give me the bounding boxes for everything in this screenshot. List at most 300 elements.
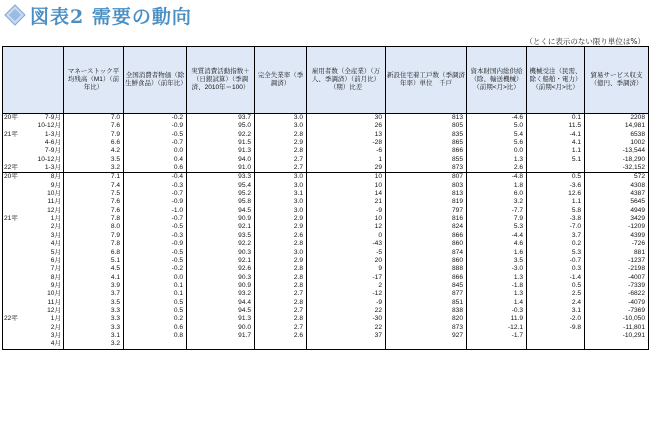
table-cell: 8.0 <box>64 223 124 231</box>
table-cell <box>527 340 585 349</box>
table-cell: 2.7 <box>255 164 307 173</box>
table-cell: 93.2 <box>187 290 255 298</box>
table-cell: -9 <box>307 299 386 307</box>
table-cell: 3.5 <box>64 299 124 307</box>
table-cell: -7369 <box>585 307 649 315</box>
row-year: 20年 <box>3 114 25 123</box>
row-period: 8月 <box>50 273 61 281</box>
table-cell: 4.1 <box>527 139 585 147</box>
row-year: 22年 <box>3 164 25 173</box>
table-cell: -0.7 <box>124 215 187 223</box>
header-cell-capital-goods: 資本財国内総供給（除、輸送機械）（前期<月>比） <box>467 47 527 114</box>
table-cell: -5 <box>307 249 386 257</box>
table-cell: -32,152 <box>585 164 649 173</box>
table-cell: 5.3 <box>527 249 585 257</box>
table-cell: 0.1 <box>527 114 585 123</box>
table-cell: -0.5 <box>124 257 187 265</box>
table-cell: 0.0 <box>467 147 527 155</box>
table-cell: -4.4 <box>467 232 527 240</box>
row-year <box>3 122 25 130</box>
row-period: 1月 <box>50 315 61 323</box>
table-cell: -1.8 <box>467 282 527 290</box>
table-cell: 2.8 <box>255 131 307 139</box>
table-cell: 851 <box>386 299 467 307</box>
table-cell: -0.3 <box>124 182 187 190</box>
table-cell: 819 <box>386 198 467 206</box>
table-row <box>3 315 649 323</box>
row-year: 22年 <box>3 315 25 323</box>
row-period: 5月 <box>50 248 61 256</box>
row-year: 21年 <box>3 215 25 223</box>
table-cell: 93.7 <box>187 114 255 123</box>
table-cell: -7.7 <box>467 207 527 215</box>
table-cell: 2.6 <box>255 332 307 340</box>
table-cell: 3.3 <box>64 307 124 315</box>
table-cell: 3.3 <box>64 324 124 332</box>
row-year: 20年 <box>3 173 25 182</box>
table-row <box>3 307 649 315</box>
row-period: 10月 <box>47 190 61 198</box>
table-cell: 2.9 <box>255 257 307 265</box>
table-cell: 866 <box>386 274 467 282</box>
row-year <box>3 198 25 206</box>
table-cell: 0.0 <box>124 147 187 155</box>
table-cell: 865 <box>386 139 467 147</box>
table-cell: -9.8 <box>527 324 585 332</box>
table-cell: -3.8 <box>527 215 585 223</box>
table-cell: 5645 <box>585 198 649 206</box>
table-cell: 12 <box>307 223 386 231</box>
table-cell: 3.7 <box>527 232 585 240</box>
row-period: 1-3月 <box>44 164 61 172</box>
table-row <box>3 290 649 298</box>
table-cell: 0.6 <box>124 324 187 332</box>
table-cell: 3.0 <box>255 249 307 257</box>
table-cell: 4.1 <box>64 274 124 282</box>
table-cell: -0.2 <box>124 265 187 273</box>
table-cell: 7.6 <box>64 122 124 130</box>
row-year <box>3 182 25 190</box>
header-cell-money-stock: マネーストック平均残高（M1）（前年比） <box>64 47 124 114</box>
table-cell: 90.0 <box>187 324 255 332</box>
table-cell: 845 <box>386 282 467 290</box>
table-cell: 6.8 <box>64 249 124 257</box>
table-cell: 5.3 <box>467 223 527 231</box>
table-cell: 92.2 <box>187 240 255 248</box>
table-cell: 3.2 <box>64 164 124 173</box>
table-cell: 91.5 <box>187 139 255 147</box>
table-cell: -1237 <box>585 257 649 265</box>
table-cell: 874 <box>386 249 467 257</box>
row-period: 12月 <box>47 206 61 214</box>
table-cell: 26 <box>307 122 386 130</box>
table-cell: 4387 <box>585 190 649 198</box>
table-cell: 838 <box>386 307 467 315</box>
table-cell: 21 <box>307 198 386 206</box>
table-cell: 0.0 <box>124 274 187 282</box>
table-cell: -726 <box>585 240 649 248</box>
table-cell: 2.9 <box>255 215 307 223</box>
table-row <box>3 332 649 340</box>
table-cell: 4.2 <box>64 147 124 155</box>
table-cell: -18,290 <box>585 156 649 164</box>
table-cell: -0.4 <box>124 173 187 182</box>
table-cell: 3.0 <box>255 173 307 182</box>
row-year: 21年 <box>3 131 25 139</box>
table-cell: 90.9 <box>187 282 255 290</box>
table-row <box>3 198 649 206</box>
table-cell: 873 <box>386 324 467 332</box>
row-period: 7-9月 <box>44 147 61 155</box>
table-row <box>3 131 649 139</box>
table-cell: 0.1 <box>124 282 187 290</box>
table-cell: 4308 <box>585 182 649 190</box>
table-cell: -12 <box>307 290 386 298</box>
table-cell: 2.9 <box>255 139 307 147</box>
page-title-block <box>4 2 192 28</box>
row-year <box>3 190 25 198</box>
table-cell: -11,801 <box>585 324 649 332</box>
table-row <box>3 164 649 173</box>
row-period: 7-9月 <box>44 114 61 121</box>
table-cell: 12.6 <box>527 190 585 198</box>
table-cell: 10 <box>307 182 386 190</box>
row-period: 10-12月 <box>37 155 61 163</box>
table-cell: 2.6 <box>255 232 307 240</box>
row-period: 3月 <box>50 331 61 339</box>
table-cell: 1.1 <box>527 147 585 155</box>
table-cell: -10,050 <box>585 315 649 323</box>
table-cell: 0.8 <box>124 332 187 340</box>
table-cell: -12.1 <box>467 324 527 332</box>
table-cell: 7.8 <box>64 215 124 223</box>
table-cell: 94.0 <box>187 156 255 164</box>
table-cell: 9 <box>307 265 386 273</box>
table-cell: 3.1 <box>64 332 124 340</box>
table-cell: 820 <box>386 315 467 323</box>
header-cell-employment: 雇用者数（全産業）（万人、季調済）（前月比）（期）比差 <box>307 47 386 114</box>
table-cell: 92.1 <box>187 223 255 231</box>
table-row <box>3 232 649 240</box>
table-row <box>3 215 649 223</box>
row-year <box>3 232 25 240</box>
table-cell <box>386 340 467 349</box>
table-cell: 866 <box>386 232 467 240</box>
header-cell-housing: 新設住宅着工戸数（季調済年率）単位 千戸 <box>386 47 467 114</box>
table-cell: 90.3 <box>187 274 255 282</box>
table-cell: 22 <box>307 324 386 332</box>
table-cell: 0.1 <box>124 290 187 298</box>
table-cell: 91.7 <box>187 332 255 340</box>
table-cell: 805 <box>386 122 467 130</box>
table-cell: 877 <box>386 290 467 298</box>
table-cell: 7.6 <box>64 198 124 206</box>
table-cell: -1.7 <box>467 332 527 340</box>
table-cell: 3.2 <box>64 340 124 349</box>
table-cell: 3.1 <box>527 307 585 315</box>
table-row <box>3 249 649 257</box>
row-year <box>3 299 25 307</box>
table-cell: -9 <box>307 207 386 215</box>
row-period: 9月 <box>50 281 61 289</box>
table-cell: -6822 <box>585 290 649 298</box>
table-cell: 4.6 <box>467 240 527 248</box>
table-cell: 13 <box>307 131 386 139</box>
table-cell: -17 <box>307 274 386 282</box>
table-cell: 6.6 <box>64 139 124 147</box>
row-year <box>3 274 25 282</box>
row-period: 1月 <box>50 215 61 223</box>
table-cell: -0.5 <box>124 223 187 231</box>
table-cell <box>124 340 187 349</box>
table-cell: 94.5 <box>187 307 255 315</box>
table-cell: -0.9 <box>124 122 187 130</box>
table-cell <box>307 340 386 349</box>
table-cell: 873 <box>386 164 467 173</box>
table-cell: 91.3 <box>187 147 255 155</box>
table-cell: 835 <box>386 131 467 139</box>
table-row <box>3 324 649 332</box>
row-year <box>3 290 25 298</box>
table-cell: 1.4 <box>467 299 527 307</box>
table-cell: 0.5 <box>124 307 187 315</box>
table-cell: 2.7 <box>255 307 307 315</box>
row-period: 2月 <box>50 223 61 231</box>
table-cell: 0.5 <box>124 299 187 307</box>
table-cell: -0.2 <box>124 114 187 123</box>
row-year <box>3 324 25 332</box>
table-cell: 803 <box>386 182 467 190</box>
row-year <box>3 257 25 265</box>
table-cell: 94.4 <box>187 299 255 307</box>
table-cell: -0.3 <box>124 232 187 240</box>
table-cell: 11.5 <box>527 122 585 130</box>
table-cell: 0.4 <box>124 156 187 164</box>
table-cell: -0.3 <box>467 307 527 315</box>
table-cell: -1.4 <box>527 274 585 282</box>
table-row <box>3 282 649 290</box>
header-cell-machinery-orders: 機械受注（民需、除く船舶・電力）（前期<月>比） <box>527 47 585 114</box>
table-row <box>3 190 649 198</box>
table-cell <box>255 340 307 349</box>
table-cell: -4.8 <box>467 173 527 182</box>
row-year <box>3 240 25 248</box>
table-cell: 4399 <box>585 232 649 240</box>
page-title: 図表2 需要の動向 <box>30 5 192 28</box>
table-cell: -6 <box>307 147 386 155</box>
table-cell: 3.0 <box>255 207 307 215</box>
table-row <box>3 156 649 164</box>
table-cell: 10 <box>307 173 386 182</box>
table-row <box>3 274 649 282</box>
table-cell: 824 <box>386 223 467 231</box>
table-row <box>3 139 649 147</box>
table-cell: 0.2 <box>527 240 585 248</box>
table-cell <box>527 164 585 173</box>
row-period: 4月 <box>50 240 61 248</box>
table-cell <box>187 340 255 349</box>
row-year <box>3 139 25 147</box>
table-cell: 1002 <box>585 139 649 147</box>
row-year <box>3 223 25 231</box>
table-cell: -0.9 <box>124 198 187 206</box>
table-cell: 2 <box>307 282 386 290</box>
table-cell: 7.9 <box>64 131 124 139</box>
row-period: 8月 <box>25 173 64 182</box>
table-cell: 3.0 <box>255 114 307 123</box>
table-cell: 0.6 <box>124 164 187 173</box>
row-period: 2月 <box>50 323 61 331</box>
row-period: 10-12月 <box>37 122 61 130</box>
table-cell: 2.6 <box>467 164 527 173</box>
table-cell: 7.4 <box>64 182 124 190</box>
table-cell: 93.3 <box>187 173 255 182</box>
table-cell: -4.1 <box>527 131 585 139</box>
table-cell: 2.7 <box>255 290 307 298</box>
table-cell: 93.5 <box>187 232 255 240</box>
table-cell: -0.7 <box>527 257 585 265</box>
table-cell: 20 <box>307 257 386 265</box>
table-cell: 2.8 <box>255 147 307 155</box>
header-cell-consumption: 実質消費活動指数＋（日銀試算）（季調済、2010年＝100） <box>187 47 255 114</box>
table-cell: 3.9 <box>64 282 124 290</box>
table-row <box>3 257 649 265</box>
table-cell: 3.3 <box>64 315 124 323</box>
table-cell: 95.8 <box>187 198 255 206</box>
table-cell: 2.8 <box>255 265 307 273</box>
table-cell: 14,981 <box>585 122 649 130</box>
table-cell: 5.8 <box>527 207 585 215</box>
table-cell: -3.6 <box>527 182 585 190</box>
table-cell: -43 <box>307 240 386 248</box>
row-period: 4-6月 <box>44 139 61 147</box>
table-cell: 3.5 <box>467 257 527 265</box>
table-cell: 2.7 <box>255 156 307 164</box>
row-period: 6月 <box>50 256 61 264</box>
table-cell: -7.0 <box>527 223 585 231</box>
table-cell: 1.8 <box>467 182 527 190</box>
table-cell: 90.9 <box>187 215 255 223</box>
table-cell: -30 <box>307 315 386 323</box>
table-cell: 30 <box>307 114 386 123</box>
table-cell <box>527 332 585 340</box>
table-cell: -0.7 <box>124 139 187 147</box>
table-cell: 7.5 <box>64 190 124 198</box>
table-cell: 3.7 <box>64 290 124 298</box>
table-cell: 1.3 <box>467 290 527 298</box>
row-year <box>3 207 25 215</box>
table-cell: 3.0 <box>255 182 307 190</box>
table-header-row <box>3 47 649 114</box>
table-cell: 11.9 <box>467 315 527 323</box>
table-cell: 2.7 <box>255 324 307 332</box>
row-period: 10月 <box>47 290 61 298</box>
table-cell: 5.1 <box>527 156 585 164</box>
table-row <box>3 299 649 307</box>
table-cell: -0.5 <box>124 131 187 139</box>
table-cell: 94.5 <box>187 207 255 215</box>
table-row <box>3 240 649 248</box>
row-period: 4月 <box>50 340 61 348</box>
table-cell: 927 <box>386 332 467 340</box>
table-cell: 90.3 <box>187 249 255 257</box>
table-cell: 860 <box>386 240 467 248</box>
table-cell: -0.5 <box>124 249 187 257</box>
row-period: 7月 <box>50 265 61 273</box>
table-cell: 2.8 <box>255 315 307 323</box>
table-cell: 92.1 <box>187 257 255 265</box>
table-cell: 4949 <box>585 207 649 215</box>
table-cell: 0 <box>307 232 386 240</box>
table-cell: -10,291 <box>585 332 649 340</box>
table-row <box>3 265 649 273</box>
table-cell: -4079 <box>585 299 649 307</box>
row-year <box>3 340 25 349</box>
demand-table <box>2 46 649 350</box>
table-cell: 7.1 <box>64 173 124 182</box>
table-cell: 7.9 <box>467 215 527 223</box>
table-cell: 0.5 <box>527 282 585 290</box>
table-cell: 813 <box>386 190 467 198</box>
table-cell: 7.9 <box>64 232 124 240</box>
table-row <box>3 207 649 215</box>
table-cell: -7339 <box>585 282 649 290</box>
table-cell: 2.4 <box>527 299 585 307</box>
table-cell: 881 <box>585 249 649 257</box>
table-cell: 813 <box>386 114 467 123</box>
table-cell: -1.0 <box>124 207 187 215</box>
table-cell: 1.3 <box>467 274 527 282</box>
table-cell: 855 <box>386 156 467 164</box>
table-cell: 2.8 <box>255 274 307 282</box>
table-cell: 1.1 <box>527 198 585 206</box>
table-cell: 866 <box>386 147 467 155</box>
table-cell: 5.1 <box>64 257 124 265</box>
unit-note: （とくに表示のない限り単位は%） <box>525 37 645 46</box>
table-cell: 2.8 <box>255 240 307 248</box>
row-period: 3月 <box>50 231 61 239</box>
table-cell: 92.6 <box>187 265 255 273</box>
table-cell: 4.5 <box>64 265 124 273</box>
table-cell: 797 <box>386 207 467 215</box>
table-cell: 6538 <box>585 131 649 139</box>
table-cell: -2198 <box>585 265 649 273</box>
row-period: 1-3月 <box>44 130 61 138</box>
table-cell: 22 <box>307 307 386 315</box>
table-cell: 95.2 <box>187 190 255 198</box>
row-year <box>3 332 25 340</box>
row-year <box>3 156 25 164</box>
table-cell: 3.1 <box>255 190 307 198</box>
table-cell: 0.5 <box>527 173 585 182</box>
table-cell: 10 <box>307 215 386 223</box>
header-cell-period <box>3 47 64 114</box>
table-cell: 95.4 <box>187 182 255 190</box>
row-period: 11月 <box>47 298 61 306</box>
table-cell: -4.6 <box>467 114 527 123</box>
table-body <box>3 114 649 350</box>
table-cell: 91.0 <box>187 164 255 173</box>
table-cell: 1.3 <box>467 156 527 164</box>
table-cell <box>585 340 649 349</box>
row-year <box>3 282 25 290</box>
table-cell: -0.9 <box>124 240 187 248</box>
table-cell: 0.3 <box>527 265 585 273</box>
table-row <box>3 340 649 349</box>
table-cell: 888 <box>386 265 467 273</box>
table-cell: -3.0 <box>467 265 527 273</box>
table-cell: -28 <box>307 139 386 147</box>
